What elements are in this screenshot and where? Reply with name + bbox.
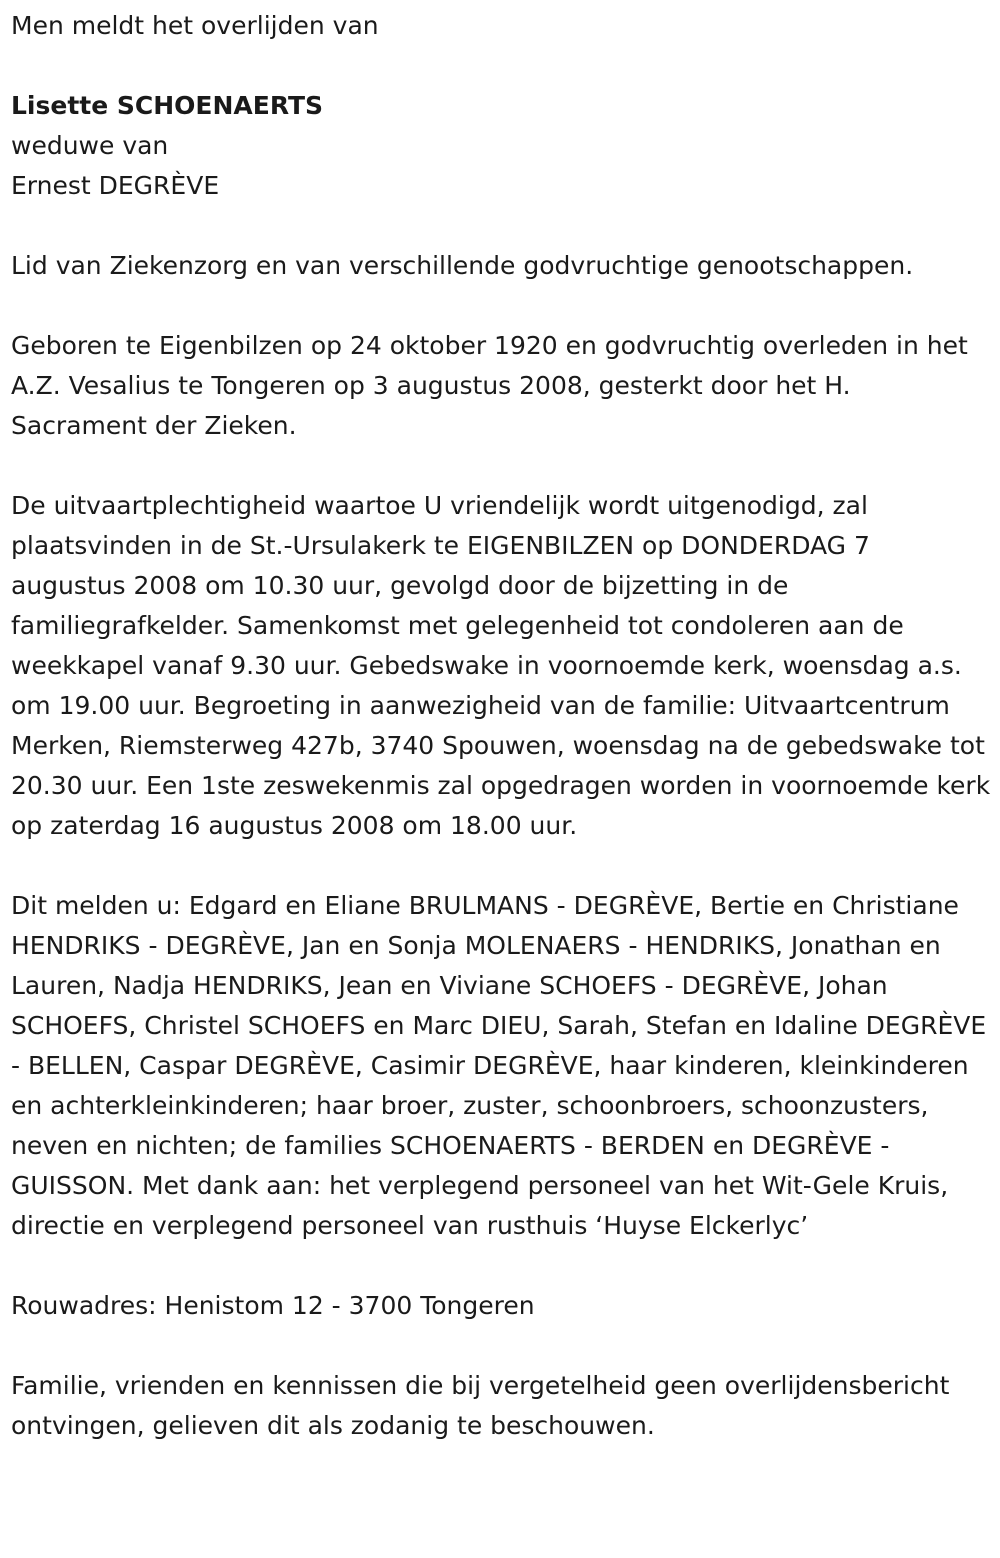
membership-paragraph: Lid van Ziekenzorg en van verschillende godvruchtige genootschappen. [11,251,914,280]
address-paragraph: Rouwadres: Henistom 12 - 3700 Tongeren [11,1291,535,1320]
relation-text: weduwe van [11,131,169,160]
family-paragraph: Dit melden u: Edgard en Eliane BRULMANS - DEGRÈVE, Bertie en Christiane HENDRIKS - DEGRÈVE, Jan en Sonja MOLENAERS - HENDRIKS, Jonathan en Lauren, Nadja HENDRIKS, Jean en Viviane SCHOEFS - DEGRÈVE, Johan SCHOEFS, Christel SCHOEFS en Marc DIEU, Sarah, Stefan en Idaline DEGRÈVE - BELLEN, Caspar DEGRÈVE, Casimir DEGRÈVE, haar kinderen, kleinkinderen en achterkleinkinderen; haar broer, zuster, schoonbroers, schoonzusters, neven en nichten; de families SCHOENAERTS - BERDEN en DEGRÈVE - GUISSON. Met dank aan: het verplegend personeel van het Wit-Gele Kruis, directie en verplegend personeel van rusthuis ‘Huyse Elckerlyc’ [11,891,987,1240]
birth-death-paragraph: Geboren te Eigenbilzen op 24 oktober 1920 en godvruchtig overleden in het A.Z. Vesalius te Tongeren op 3 augustus 2008, gesterkt door het H. Sacrament der Zieken. [11,331,968,440]
closing-paragraph: Familie, vrienden en kennissen die bij vergetelheid geen overlijdensbericht ontvingen, gelieven dit als zodanig te beschouwen. [11,1371,950,1440]
deceased-name: Lisette SCHOENAERTS [11,91,324,120]
spouse-name: Ernest DEGRÈVE [11,171,220,200]
funeral-paragraph: De uitvaartplechtigheid waartoe U vriendelijk wordt uitgenodigd, zal plaatsvinden in de St.-Ursulakerk te EIGENBILZEN op DONDERDAG 7 augustus 2008 om 10.30 uur, gevolgd door de bijzetting in de familiegrafkelder. Samenkomst met gelegenheid tot condoleren aan de weekkapel vanaf 9.30 uur. Gebedswake in voornoemde kerk, woensdag a.s. om 19.00 uur. Begroeting in aanwezigheid van de familie: Uitvaartcentrum Merken, Riemsterweg 427b, 3740 Spouwen, woensdag na de gebedswake tot 20.30 uur. Een 1ste zeswekenmis zal opgedragen worden in voornoemde kerk op zaterdag 16 augustus 2008 om 18.00 uur. [11,491,991,840]
intro-text: Men meldt het overlijden van [11,11,379,40]
